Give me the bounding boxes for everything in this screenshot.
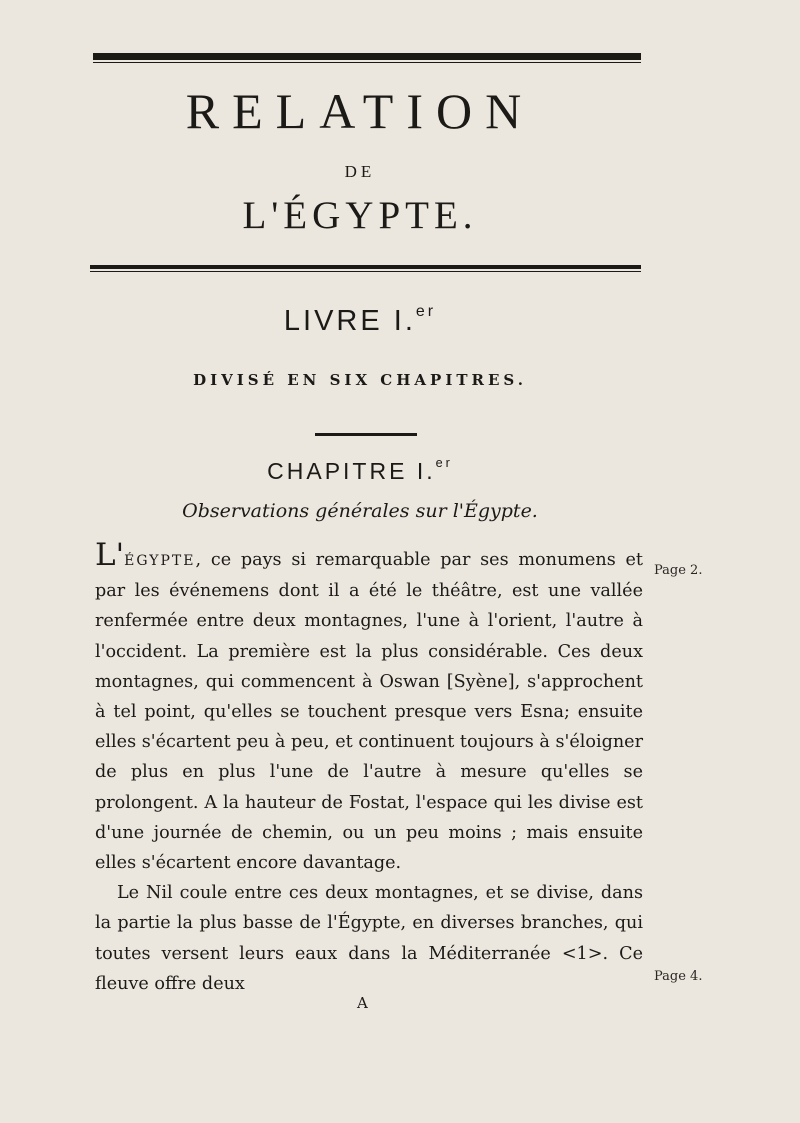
short-rule: [315, 433, 417, 436]
book-sup: er: [415, 303, 437, 320]
book-heading: [0, 305, 720, 338]
signature-mark: A: [357, 994, 368, 1012]
title-place: L'ÉGYPTE.: [242, 194, 478, 237]
body-text: [95, 537, 643, 999]
chapter-label: CHAPITRE I.: [267, 458, 436, 484]
drop-initial: L': [95, 537, 125, 573]
paragraph-2: Le Nil coule entre ces deux montagnes, et se divise, dans la partie la plus basse de l'Égypte, en diverses branches, qui toutes versent leurs eaux dans la Méditerranée <1>. Ce fleuve offre deux: [95, 883, 643, 994]
margin-note-1: Page 2.: [654, 563, 703, 578]
book-label: LIVRE I.: [283, 305, 416, 337]
chapter-heading: Observations générales sur l'Égypte.: [182, 500, 538, 522]
smallcaps-word: ÉGYPTE: [124, 553, 196, 569]
chapter-sup: er: [435, 456, 453, 470]
top-double-rule: [93, 53, 641, 60]
title: RELATION: [185, 83, 535, 139]
paragraph-1: [95, 537, 643, 878]
book-subtitle: DIVISÉ EN SIX CHAPITRES.: [193, 371, 527, 389]
title-de: DE: [344, 162, 376, 181]
paragraph-1-text: , ce pays si remarquable par ses monumens et par les événemens dont il a été le théâtre, est une vallée renfermée entre deux montagnes, l'une à l'orient, l'autre à l'occident. La première est la plus considérable. Ces deux montagnes, qui commencent à Oswan [Syène], s'approchent à tel point, qu'elles se touchent presque vers Esna; ensuite elles s'écartent peu à peu, et continuent toujours à s'éloigner de plus en plus l'une de l'autre à mesure qu'elles se prolongent. A la hauteur de Fostat, l'espace qui les divise est d'une journée de chemin, ou un peu moins ; mais ensuite elles s'écartent encore davantage.: [95, 550, 643, 874]
chapter-heading-label: [0, 458, 720, 485]
middle-double-rule: [90, 265, 641, 269]
margin-note-2: Page 4.: [654, 969, 703, 984]
